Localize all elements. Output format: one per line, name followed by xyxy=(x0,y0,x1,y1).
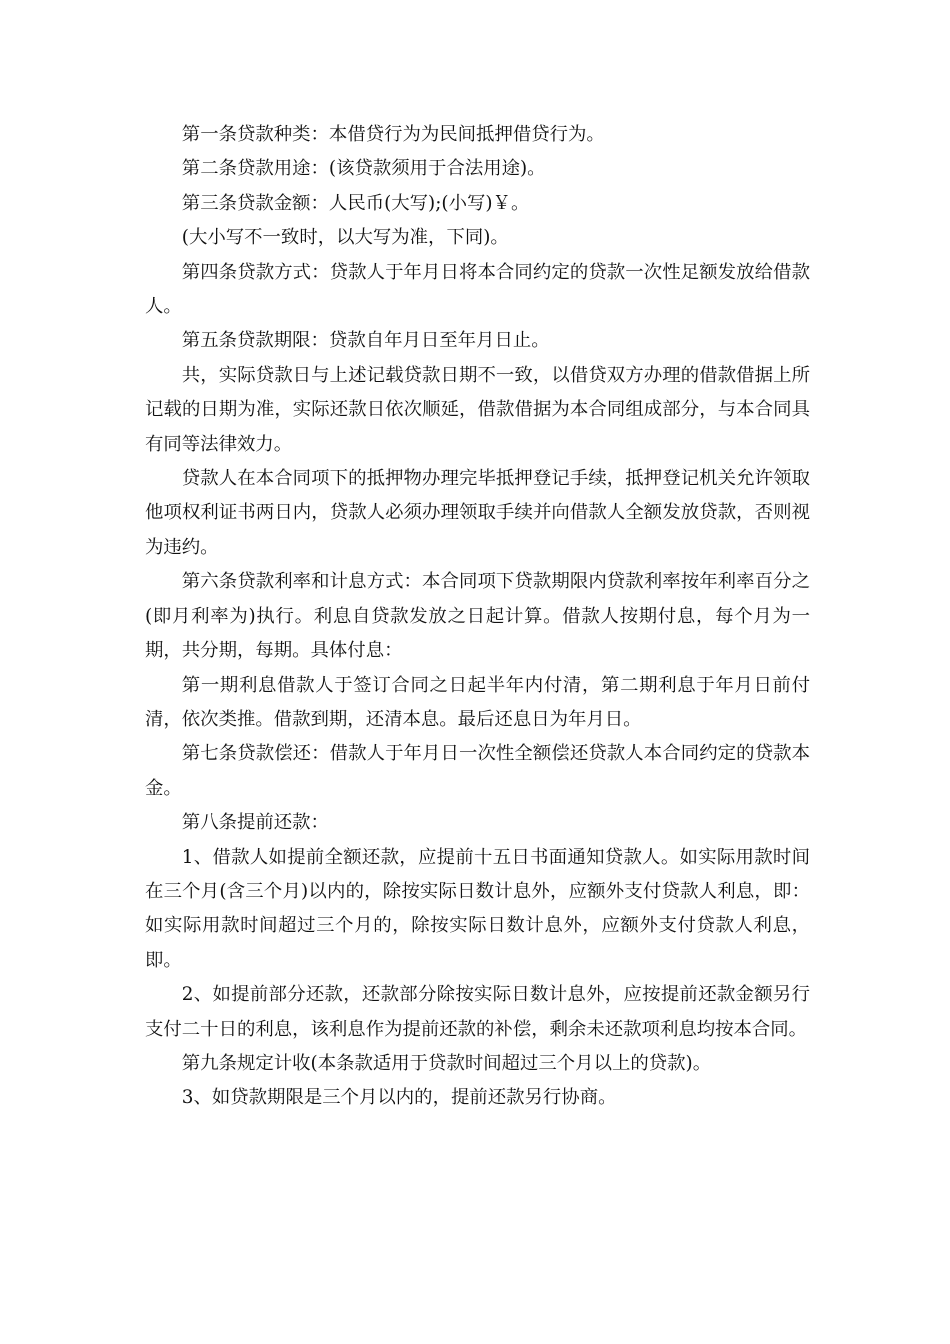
paragraph-article-5: 第五条贷款期限：贷款自年月日至年月日止。 xyxy=(181,330,550,352)
paragraph-prepayment-3: 3、如贷款期限是三个月以内的，提前还款另行协商。 xyxy=(181,1087,617,1109)
paragraph-article-1: 第一条贷款种类：本借贷行为为民间抵押借贷行为。 xyxy=(181,124,605,145)
paragraph-loan-date-note: 共，实际贷款日与上述记载贷款日期不一致，以借贷双方办理的借款借据上所记载的日期为准，实际还款日依次顺延，借款借据为本合同组成部分，与本合同具有同等法律效力。 xyxy=(145,364,810,455)
paragraph-mortgage-registration: 贷款人在本合同项下的抵押物办理完毕抵押登记手续，抵押登记机关允许领取他项权利证书两日内，贷款人必须办理领取手续并向借款人全额发放贷款，否则视为违约。 xyxy=(145,468,810,558)
paragraph-article-7: 第七条贷款偿还：借款人于年月日一次性全额偿还贷款人本合同约定的贷款本金。 xyxy=(145,743,810,799)
paragraph-article-3: 第三条贷款金额：人民币(大写);(小写)￥。 xyxy=(181,192,530,214)
paragraph-prepayment-2: 2、如提前部分还款，还款部分除按实际日数计息外，应按提前还款金额另行支付二十日的利息，该利息作为提前还款的补偿，剩余未还款项利息均按本合同。 xyxy=(145,984,810,1040)
paragraph-interest-schedule: 第一期利息借款人于签订合同之日起半年内付清，第二期利息于年月日前付清，依次类推。借款到期，还清本息。最后还息日为年月日。 xyxy=(145,674,810,730)
paragraph-prepayment-1: 1、借款人如提前全额还款，应提前十五日书面通知贷款人。如实际用款时间在三个月(含三个月)以内的，除按实际日数计息外，应额外支付贷款人利息，即：如实际用款时间超过三个月的，除按实际日数计息外，应额外支付贷款人利息，即。 xyxy=(145,846,810,971)
paragraph-article-9: 第九条规定计收(本条款适用于贷款时间超过三个月以上的贷款)。 xyxy=(181,1052,712,1074)
paragraph-article-2: 第二条贷款用途：(该贷款须用于合法用途)。 xyxy=(181,158,546,180)
document-body xyxy=(145,118,810,1116)
paragraph-article-6: 第六条贷款利率和计息方式：本合同项下贷款期限内贷款利率按年利率百分之(即月利率为)执行。利息自贷款发放之日起计算。借款人按期付息，每个月为一期，共分期，每期。具体付息： xyxy=(145,571,810,662)
paragraph-article-8: 第八条提前还款： xyxy=(181,812,329,834)
paragraph-amount-note: (大小写不一致时，以大写为准，下同)。 xyxy=(181,227,509,249)
paragraph-article-4: 第四条贷款方式：贷款人于年月日将本合同约定的贷款一次性足额发放给借款人。 xyxy=(145,261,810,318)
